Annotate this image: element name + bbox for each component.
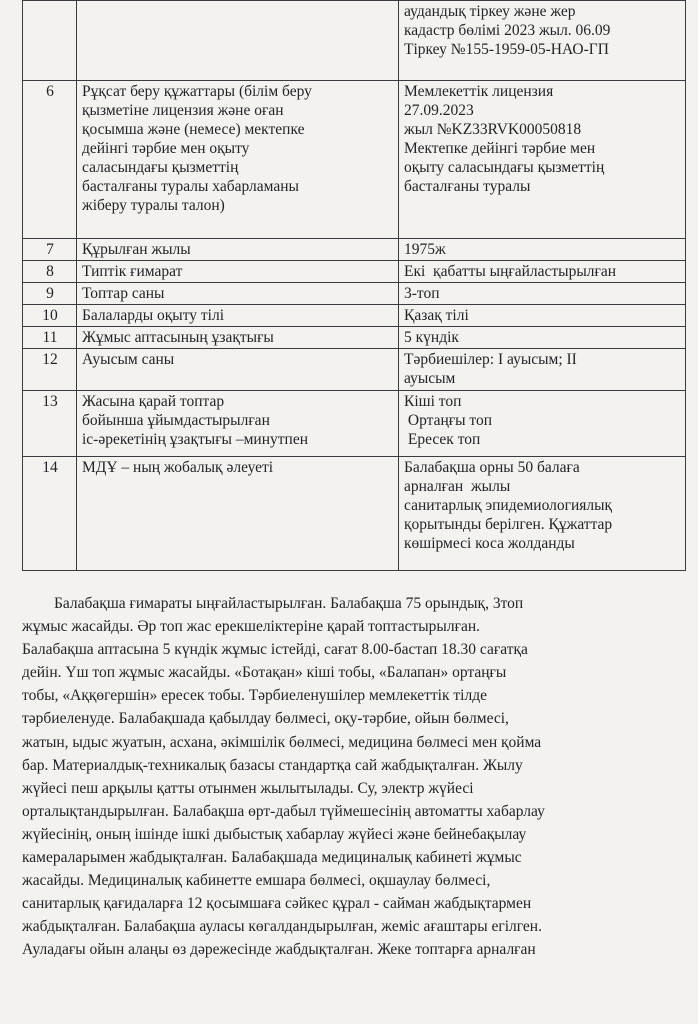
row-parameter: [77, 239, 399, 261]
row-parameter: [77, 81, 399, 239]
table-row: [23, 305, 686, 327]
row-number: 6: [23, 81, 77, 239]
value-line: Ортаңғы топ: [404, 412, 493, 429]
value-line: Мектепке дейінгі тәрбие мен: [404, 140, 596, 157]
paragraph-line: камераларымен жабдықталған. Балабақшада медициналық кабинеті жұмыс: [22, 849, 522, 867]
parameter-line: Жасына қарай топтар: [82, 393, 225, 410]
row-parameter: [77, 261, 399, 283]
parameter-line: Жұмыс аптасының ұзақтығы: [82, 329, 274, 346]
row-parameter: [77, 283, 399, 305]
value-line: қорытынды берілген. Құжаттар: [404, 516, 613, 533]
table-row: [23, 457, 686, 571]
value-line: Балабақша орны 50 балаға: [404, 459, 580, 476]
parameter-line: Құрылған жылы: [82, 241, 191, 258]
parameter-line: басталғаны туралы хабарламаны: [82, 178, 299, 195]
row-number: 14: [23, 457, 77, 571]
table-row: [23, 283, 686, 305]
parameter-line: Ауысым саны: [82, 351, 175, 368]
paragraph-line: тәрбиеленуде. Балабақшада қабылдау бөлмесі, оқу-тәрбие, ойын бөлмесі,: [22, 710, 509, 728]
row-number: 9: [23, 283, 77, 305]
row-value: [399, 283, 686, 305]
value-line: Тіркеу №155-1959-05-НАО-ГП: [404, 41, 609, 58]
table-row: [23, 239, 686, 261]
row-value: [399, 391, 686, 457]
value-line: Тәрбиешілер: I ауысым; II: [404, 351, 577, 368]
table-row: [23, 349, 686, 391]
value-line: аудандық тіркеу және жер: [404, 3, 576, 20]
row-number: 10: [23, 305, 77, 327]
value-line: Кіші топ: [404, 393, 462, 410]
kindergarten-info-table: [22, 0, 686, 571]
row-number: 8: [23, 261, 77, 283]
value-line: жыл №KZ33RVK00050818: [404, 121, 582, 138]
row-number: 11: [23, 327, 77, 349]
parameter-line: Топтар саны: [82, 285, 165, 302]
value-line: 1975ж: [404, 241, 446, 258]
value-line: 3-топ: [404, 285, 440, 302]
parameter-line: қызметіне лицензия және оған: [82, 102, 284, 119]
parameter-line: МДҰ – ның жобалық әлеуеті: [82, 459, 274, 476]
paragraph-line: Балабақша аптасына 5 күндік жұмыс істейді, сағат 8.00-бастап 18.30 сағатқа: [22, 641, 528, 659]
row-parameter: [77, 391, 399, 457]
value-line: ауысым: [404, 370, 456, 387]
parameter-line: бойынша ұйымдастырылған: [82, 412, 270, 429]
paragraph-line: жатын, ыдыс жуатын, асхана, әкімшілік бөлмесі, медицина бөлмесі мен қойма: [22, 733, 542, 751]
row-value: [399, 261, 686, 283]
paragraph-line: санитарлық қағидаларға 12 қосымшаға сәйкес құрал - сайман жабдықтармен: [22, 895, 532, 913]
parameter-line: Рұқсат беру құжаттары (білім беру: [82, 83, 312, 100]
row-value: [399, 81, 686, 239]
row-parameter: [77, 327, 399, 349]
table-row: [23, 81, 686, 239]
row-parameter: [77, 349, 399, 391]
row-number: 13: [23, 391, 77, 457]
value-line: 5 күндік: [404, 329, 459, 346]
value-line: кадастр бөлімі 2023 жыл. 06.09: [404, 22, 611, 39]
paragraph-line: жұмыс жасайды. Әр топ жас ерекшеліктеріне қарай топтастырылған.: [22, 618, 480, 636]
paragraph-line: жүйесі пеш арқылы қатты отынмен жылытылады. Су, электр жүйесі: [22, 779, 474, 797]
description-paragraph: [22, 592, 672, 962]
row-value: [399, 457, 686, 571]
row-parameter: [77, 457, 399, 571]
paragraph-line: жасайды. Медициналық кабинетте емшара бөлмесі, оқшаулау бөлмесі,: [22, 872, 491, 890]
row-number: [23, 1, 77, 81]
value-line: 27.09.2023: [404, 102, 474, 119]
parameter-line: Типтік ғимарат: [82, 263, 183, 280]
parameter-line: жіберу туралы талон): [82, 197, 225, 214]
table-row: [23, 1, 686, 81]
row-parameter: [77, 1, 399, 81]
value-line: басталғаны туралы: [404, 178, 531, 195]
row-value: [399, 349, 686, 391]
row-parameter: [77, 305, 399, 327]
row-value: [399, 239, 686, 261]
paragraph-line: Балабақша ғимараты ыңғайластырылған. Балабақша 75 орындық, 3топ: [54, 595, 524, 612]
parameter-line: іс-әрекетінің ұзақтығы –минутпен: [82, 431, 308, 448]
parameter-line: дейінгі тәрбие мен оқыту: [82, 140, 250, 157]
table-row: [23, 391, 686, 457]
table-row: [23, 261, 686, 283]
value-line: оқыту саласындағы қызметтің: [404, 159, 605, 176]
value-line: Екі қабатты ыңғайластырылған: [404, 263, 617, 280]
value-line: арналған жылы: [404, 478, 511, 495]
row-value: [399, 305, 686, 327]
parameter-line: қосымша және (немесе) мектепке: [82, 121, 305, 138]
paragraph-line: бар. Материалдық-техникалық базасы стандартқа сай жабдықталған. Жылу: [22, 756, 523, 774]
paragraph-line: жүйесінің, оның ішінде ішкі дыбыстық хабарлау жүйесі және бейнебақылау: [22, 825, 527, 843]
paragraph-line: дейін. Үш топ жұмыс жасайды. «Ботақан» кіші тобы, «Балапан» ортаңғы: [22, 664, 507, 682]
value-line: Қазақ тілі: [404, 307, 469, 324]
row-number: 7: [23, 239, 77, 261]
row-value: [399, 327, 686, 349]
table-row: [23, 327, 686, 349]
value-line: санитарлық эпидемиологиялық: [404, 497, 613, 514]
paragraph-line: жабдықталған. Балабақша ауласы көгалдандырылған, жеміс ағаштары егілген.: [22, 918, 542, 936]
value-line: Ересек топ: [404, 431, 481, 448]
parameter-line: саласындағы қызметтің: [82, 159, 239, 176]
paragraph-line: Ауладағы ойын алаңы өз дәрежесінде жабдықталған. Жеке топтарға арналған: [22, 941, 536, 959]
value-line: Мемлекеттік лицензия: [404, 83, 554, 100]
paragraph-line: орталықтандырылған. Балабақша өрт-дабыл түймешесінің автоматты хабарлау: [22, 802, 545, 820]
value-line: көшірмесі коса жолданды: [404, 535, 575, 552]
row-value: [399, 1, 686, 81]
row-number: 12: [23, 349, 77, 391]
paragraph-line: тобы, «Аққөгершін» ересек тобы. Тәрбиеленушілер мемлекеттік тілде: [22, 687, 487, 705]
parameter-line: Балаларды оқыту тілі: [82, 307, 225, 324]
